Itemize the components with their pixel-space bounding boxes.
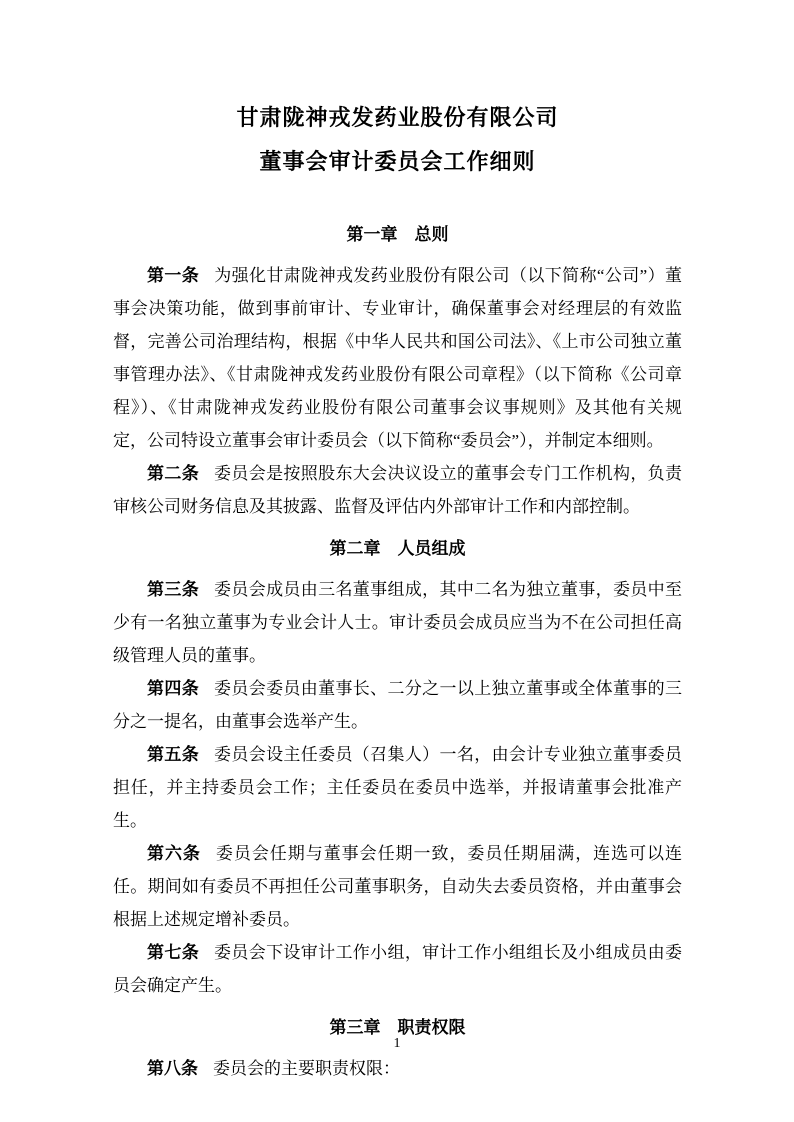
- article-7: [113, 936, 682, 1002]
- article-8: [113, 1052, 682, 1085]
- article-4: [113, 672, 682, 738]
- article-6-label: 第六条: [147, 844, 201, 863]
- article-3-text: 委员会成员由三名董事组成，其中二名为独立董事，委员中至少有一名独立董事为专业会计人士。审计委员会成员应当为不在公司担任高级管理人员的董事。: [113, 580, 683, 665]
- article-3-label: 第三条: [147, 580, 200, 599]
- article-4-text: 委员会委员由董事长、二分之一以上独立董事或全体董事的三分之一提名，由董事会选举产生。: [113, 679, 683, 731]
- article-2: [113, 457, 682, 523]
- chapter-3-heading: 第三章 职责权限: [329, 1018, 466, 1037]
- document-title-line2: 董事会审计委员会工作细则: [259, 149, 536, 174]
- article-6: [113, 837, 682, 936]
- article-8-text: 委员会的主要职责权限：: [213, 1059, 400, 1078]
- chapter-2-heading: 第二章 人员组成: [329, 539, 466, 558]
- article-7-text: 委员会下设审计工作小组，审计工作小组组长及小组成员由委员会确定产生。: [113, 943, 683, 995]
- article-2-text: 委员会是按照股东大会决议设立的董事会专门工作机构，负责审核公司财务信息及其披露、监督及评估内外部审计工作和内部控制。: [113, 464, 683, 516]
- article-6-text: 委员会任期与董事会任期一致，委员任期届满，连选可以连任。期间如有委员不再担任公司董事职务，自动失去委员资格，并由董事会根据上述规定增补委员。: [113, 844, 683, 929]
- article-5-text: 委员会设主任委员（召集人）一名，由会计专业独立董事委员担任，并主持委员会工作；主任委员在委员中选举，并报请董事会批准产生。: [113, 745, 683, 830]
- article-8-label: 第八条: [147, 1059, 198, 1078]
- chapter-1-heading: 第一章 总则: [346, 225, 449, 244]
- article-4-label: 第四条: [147, 679, 200, 698]
- document-title-line1: 甘肃陇神戎发药业股份有限公司: [236, 105, 559, 130]
- article-3: [113, 573, 682, 672]
- article-2-label: 第二条: [147, 464, 200, 483]
- article-5: [113, 738, 682, 837]
- article-5-label: 第五条: [147, 745, 200, 764]
- article-1-label: 第一条: [147, 266, 200, 285]
- page-number: 1: [393, 1036, 401, 1051]
- article-7-label: 第七条: [147, 943, 200, 962]
- article-1: [113, 259, 682, 457]
- article-1-text: 为强化甘肃陇神戎发药业股份有限公司（以下简称“公司”）董事会决策功能，做到事前审计、专业审计，确保董事会对经理层的有效监督，完善公司治理结构，根据《中华人民共和国公司法》、《上市公司独立董事管理办法》、《甘肃陇神戎发药业股份有限公司章程》（以下简称《公司章程》）、《甘肃陇神戎发药业股份有限公司董事会议事规则》及其他有关规定，公司特设立董事会审计委员会（以下简称“委员会”），并制定本细则。: [113, 266, 683, 450]
